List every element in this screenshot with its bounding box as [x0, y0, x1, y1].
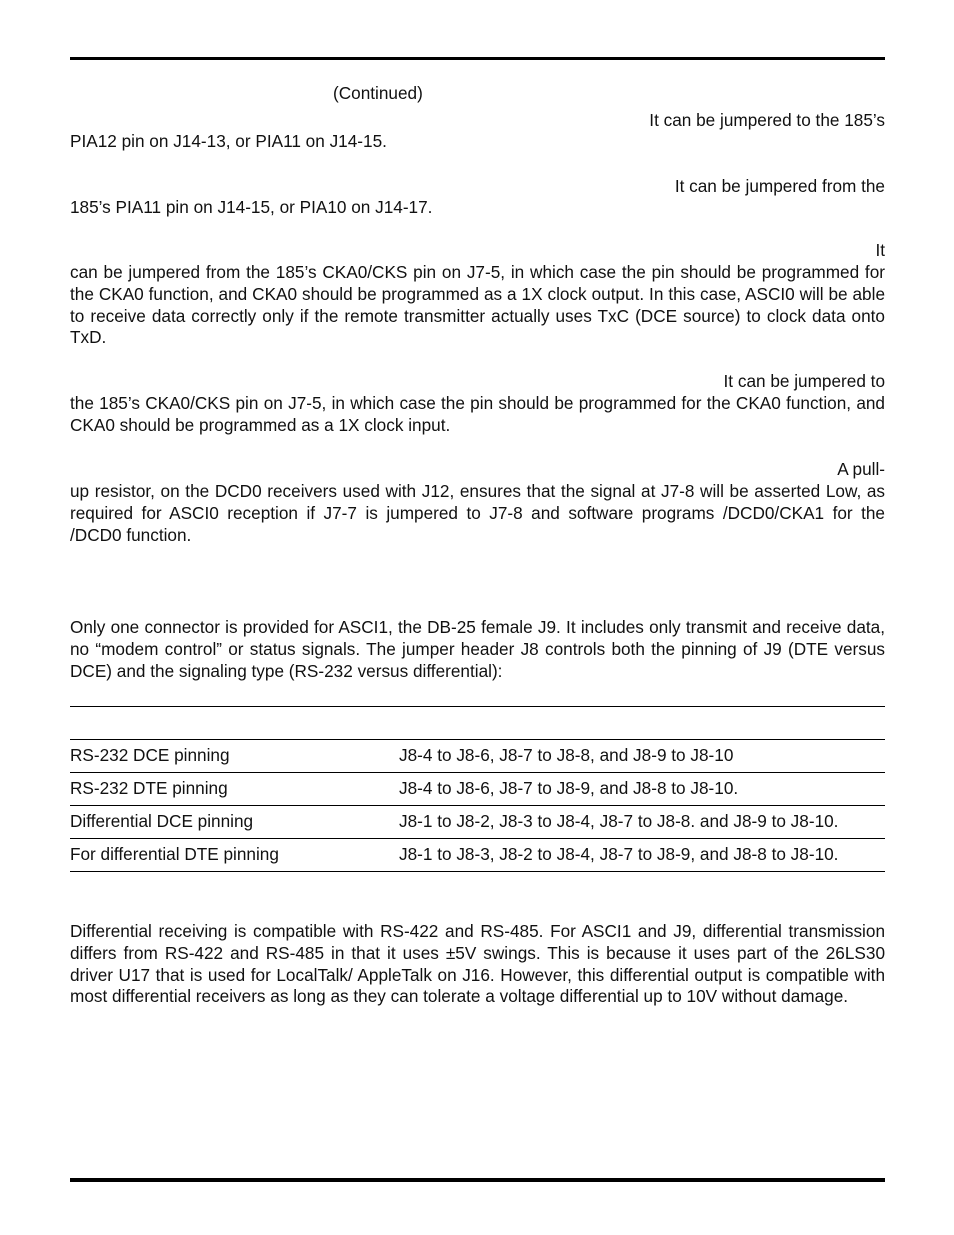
table-row	[70, 838, 885, 872]
table-row	[70, 805, 885, 838]
top-rule	[70, 57, 885, 60]
table-cell-jumpers: J8-4 to J8-6, J8-7 to J8-9, and J8-8 to J8-10.	[399, 778, 739, 799]
paragraph-2-tail: It can be jumpered from the	[674, 176, 885, 196]
table-cell-config: RS-232 DCE pinning	[70, 745, 230, 766]
table-cell-jumpers: J8-1 to J8-3, J8-2 to J8-4, J8-7 to J8-9, and J8-8 to J8-10.	[399, 844, 839, 865]
paragraph-6-body: Only one connector is provided for ASCI1, the DB-25 female J9. It includes only transmit and receive data, no “modem control” or status signals. The jumper header J8 controls both the pinning of J9 (DTE versus DCE) and the signaling type (RS-232 versus differential):	[70, 617, 885, 681]
paragraph-4-tail: It can be jumpered to	[723, 371, 885, 391]
table-cell-config: For differential DTE pinning	[70, 844, 279, 865]
table-row	[70, 772, 885, 805]
table-cell-config: RS-232 DTE pinning	[70, 778, 228, 799]
bottom-rule	[70, 1178, 885, 1182]
table-cell-jumpers: J8-1 to J8-2, J8-3 to J8-4, J8-7 to J8-8. and J8-9 to J8-10.	[399, 811, 839, 832]
paragraph-7-body: Differential receiving is compatible with RS-422 and RS-485. For ASCI1 and J9, differential transmission differs from RS-422 and RS-485 in that it uses ±5V swings. This is because it uses part of the 26LS30 driver U17 that is used for LocalTalk/ AppleTalk on J16. However, this differential output is compatible with most differential receivers as long as they can tolerate a voltage differential up to 10V without damage.	[70, 921, 885, 1007]
jumper-table	[70, 706, 885, 872]
table-cell-jumpers: J8-4 to J8-6, J8-7 to J8-8, and J8-9 to J8-10	[399, 745, 734, 766]
table-header-row	[70, 707, 885, 739]
paragraph-1-tail: It can be jumpered to the 185’s	[649, 110, 885, 130]
table-cell-config: Differential DCE pinning	[70, 811, 254, 832]
paragraph-2-line: 185’s PIA11 pin on J14-15, or PIA10 on J14-17.	[70, 197, 433, 217]
paragraph-3-body: can be jumpered from the 185’s CKA0/CKS pin on J7-5, in which case the pin should be programmed for the CKA0 function, and CKA0 should be programmed as a 1X clock output. In this case, ASCI0 will be able to receive data correctly only if the remote transmitter actually uses TxC (DCE source) to clock data onto TxD.	[70, 262, 885, 348]
paragraph-5-body: up resistor, on the DCD0 receivers used with J12, ensures that the signal at J7-8 will be asserted Low, as required for ASCI0 reception if J7-7 is jumpered to J7-8 and software programs /DCD0/CKA1 for the /DCD0 function.	[70, 481, 885, 545]
paragraph-1-line: PIA12 pin on J14-13, or PIA11 on J14-15.	[70, 131, 387, 151]
paragraph-4-body: the 185’s CKA0/CKS pin on J7-5, in which case the pin should be programmed for the CKA0 function, and CKA0 should be programmed as a 1X clock input.	[70, 393, 885, 435]
continued-label: (Continued)	[333, 83, 423, 103]
paragraph-5-tail: A pull-	[837, 459, 885, 479]
table-row	[70, 739, 885, 772]
paragraph-3-tail: It	[875, 240, 885, 260]
